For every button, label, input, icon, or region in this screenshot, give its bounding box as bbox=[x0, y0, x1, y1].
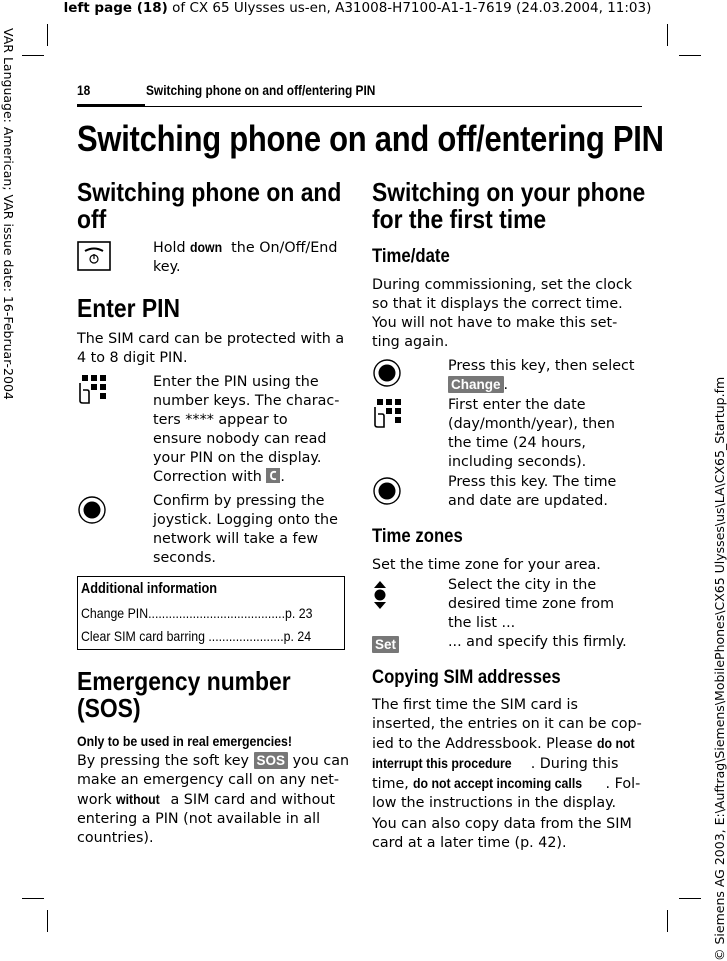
sos-warning: Only to be used in real emergencies! bbox=[77, 733, 292, 749]
joystick-icon bbox=[77, 495, 107, 529]
heading-line: for the first time bbox=[372, 204, 547, 234]
time-step-enter: First enter the date (day/month/year), then the time (24 hours, including seconds). bbox=[448, 397, 615, 470]
change-softkey: Change bbox=[448, 376, 504, 393]
heading-line: Switching on your phone bbox=[372, 177, 646, 207]
keypad-icon bbox=[77, 374, 111, 408]
sos-text: By pressing the soft key SOS you can make an emergency call on any net- work without a SIM card and without entering a PIN (not available in all countries). bbox=[77, 753, 350, 846]
crop-mark bbox=[679, 55, 701, 56]
pin-entry-instruction: Enter the PIN using the number keys. The charac- ters **** appear to ensure nobody can read your PIN on the display. Correction with . bbox=[153, 374, 340, 485]
zones-intro: Set the time zone for your area. bbox=[372, 557, 601, 573]
zones-step-select: Select the city in the desired time zone from the list ... bbox=[448, 577, 615, 631]
joystick-up-down-icon bbox=[372, 580, 388, 614]
heading-line: Emergency number bbox=[77, 666, 291, 696]
joystick-icon bbox=[372, 476, 402, 510]
crop-mark bbox=[667, 910, 668, 932]
header-rule bbox=[145, 106, 642, 107]
subheading-time-date: Time/date bbox=[372, 246, 450, 267]
margin-var-language: VAR Language: American; VAR issue date: 16-Februar-2004 bbox=[1, 28, 16, 400]
clear-key-icon bbox=[266, 468, 280, 483]
print-job-header bbox=[0, 0, 715, 16]
running-header: Switching phone on and off/entering PIN bbox=[146, 82, 376, 98]
section-heading-first-time bbox=[372, 179, 645, 233]
print-job-info: of CX 65 Ulysses us-en, A31008-H7100-A1-1-7619 (24.03.2004, 11:03) bbox=[167, 0, 652, 16]
confirm-instruction: Confirm by pressing the joystick. Logging onto the network will take a few seconds. bbox=[153, 493, 338, 566]
time-intro: During commissioning, set the clock so that it displays the correct time. You will not have to make this set- ting again. bbox=[372, 277, 633, 350]
crop-mark bbox=[679, 898, 701, 899]
sos-softkey: SOS bbox=[254, 752, 289, 769]
copy-sim-text: The first time the SIM card is inserted, the entries on it can be cop- ied to the Addressbook. Please do not interrupt this procedure . During this time, do not accept incoming calls . Fol- low the instructions in the display. bbox=[372, 697, 642, 811]
margin-file-path: © Siemens AG 2003, E:\Auftrag\Siemens\MobilePhones\CX65 Ulysses\us\LA\CX65_Startup.fm bbox=[712, 376, 727, 961]
info-title: Additional information bbox=[81, 581, 218, 597]
crop-mark bbox=[667, 24, 668, 46]
section-heading-enter-pin: Enter PIN bbox=[77, 293, 180, 323]
crop-mark bbox=[22, 898, 44, 899]
copy-later-text: You can also copy data from the SIM card at a later time (p. 42). bbox=[372, 816, 632, 851]
keypad-icon bbox=[372, 398, 406, 432]
subheading-time-zones: Time zones bbox=[372, 526, 463, 547]
crop-mark bbox=[47, 910, 48, 932]
info-ref-change-pin[interactable]: Change PIN........................................p. 23 bbox=[81, 605, 313, 621]
page-number: 18 bbox=[77, 82, 91, 98]
info-ref-clear-sim-barring[interactable]: Clear SIM card barring ......................p. 24 bbox=[81, 628, 312, 644]
heading-line: Switching phone on and bbox=[77, 177, 342, 207]
joystick-icon bbox=[372, 358, 402, 392]
crop-mark bbox=[47, 24, 48, 46]
additional-info-box bbox=[77, 576, 345, 650]
onoff-instruction: Hold down the On/Off/End key. bbox=[153, 239, 338, 275]
bold-term: down bbox=[190, 239, 223, 255]
subheading-copy-sim: Copying SIM addresses bbox=[372, 667, 561, 688]
print-page-label: left page (18) bbox=[63, 0, 168, 16]
crop-mark bbox=[22, 55, 44, 56]
heading-line: off bbox=[77, 204, 107, 234]
header-rule bbox=[77, 104, 145, 107]
zones-set-row bbox=[372, 634, 399, 653]
section-heading-onoff bbox=[77, 179, 341, 233]
heading-line: (SOS) bbox=[77, 693, 141, 723]
set-softkey: Set bbox=[372, 636, 399, 653]
page-title: Switching phone on and off/entering PIN bbox=[77, 118, 664, 159]
end-key-icon bbox=[77, 241, 111, 275]
zones-step-specify: ... and specify this firmly. bbox=[448, 634, 627, 650]
section-heading-sos bbox=[77, 668, 291, 722]
time-step-confirm: Press this key. The time and date are updated. bbox=[448, 474, 617, 509]
pin-intro: The SIM card can be protected with a 4 to 8 digit PIN. bbox=[77, 331, 345, 366]
time-step-select: Press this key, then select Change . bbox=[448, 358, 635, 393]
